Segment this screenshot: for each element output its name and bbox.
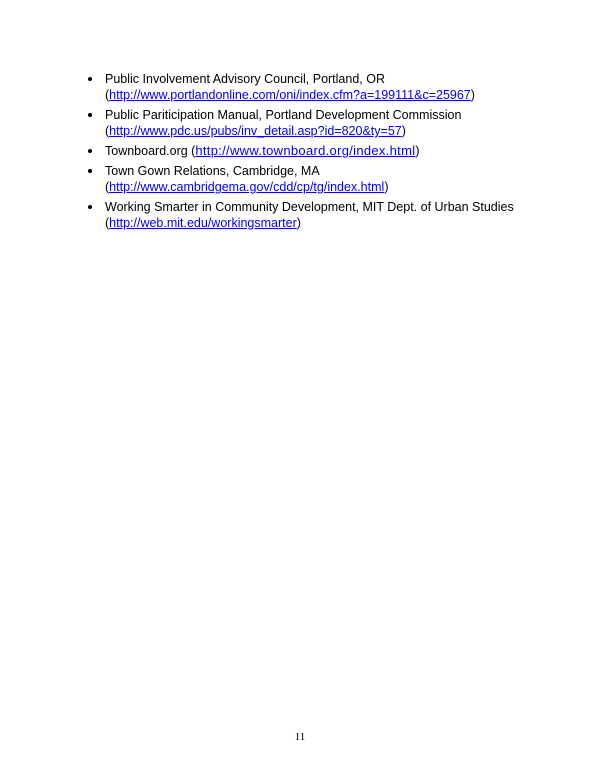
bullet-icon (88, 77, 92, 81)
list-item (86, 107, 586, 139)
resource-link-line: (http://www.portlandonline.com/oni/index.cfm?a=199111&c=25967) (105, 88, 475, 102)
resource-link-line: (http://www.pdc.us/pubs/inv_detail.asp?id=820&ty=57) (105, 124, 406, 138)
resource-line: Townboard.org (http://www.townboard.org/index.html) (105, 143, 420, 158)
resource-title: Working Smarter in Community Development, MIT Dept. of Urban Studies (105, 200, 514, 214)
resource-title: Town Gown Relations, Cambridge, MA (105, 164, 320, 178)
resource-link[interactable]: http://web.mit.edu/workingsmarter (109, 216, 297, 230)
list-item (86, 163, 586, 195)
resource-title: Public Pariticipation Manual, Portland Development Commission (105, 108, 462, 122)
resource-link[interactable]: http://www.portlandonline.com/oni/index.cfm?a=199111&c=25967 (109, 88, 471, 102)
resource-link[interactable]: http://www.pdc.us/pubs/inv_detail.asp?id=820&ty=57 (109, 124, 402, 138)
resource-title: Public Involvement Advisory Council, Portland, OR (105, 72, 385, 86)
bullet-icon (88, 205, 92, 209)
resource-link-line: (http://www.cambridgema.gov/cdd/cp/tg/index.html) (105, 180, 389, 194)
page-number: 11 (294, 731, 306, 743)
bullet-icon (88, 169, 92, 173)
resource-list (86, 71, 586, 235)
bullet-icon (88, 113, 92, 117)
list-item (86, 71, 586, 103)
resource-link-line: (http://web.mit.edu/workingsmarter) (105, 216, 301, 230)
list-item (86, 143, 586, 159)
resource-link[interactable]: http://www.townboard.org/index.html (195, 143, 416, 158)
resource-link[interactable]: http://www.cambridgema.gov/cdd/cp/tg/index.html (109, 180, 385, 194)
resource-title: Townboard.org (105, 144, 188, 158)
list-item (86, 199, 586, 231)
bullet-icon (88, 149, 92, 153)
